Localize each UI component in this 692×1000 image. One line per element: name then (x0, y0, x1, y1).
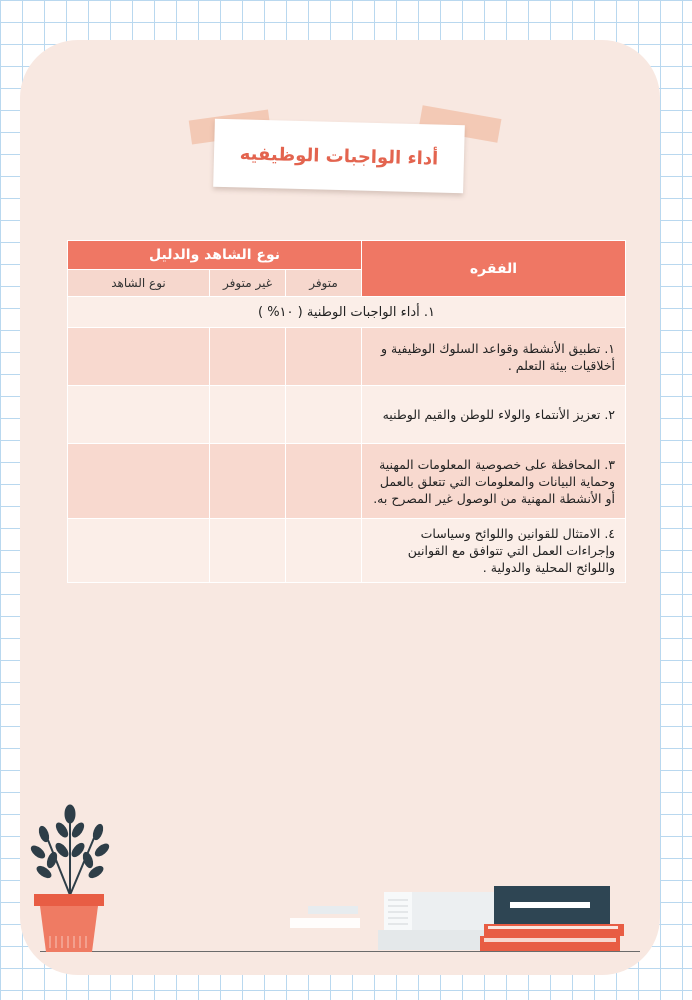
available-cell[interactable] (286, 444, 362, 519)
header-evidence-type: نوع الشاهد (68, 270, 210, 297)
table-row (68, 444, 626, 519)
item-text: ٣. المحافظة على خصوصية المعلومات المهنية وحماية البيانات والمعلومات التي تتعلق بالعمل أو الأنشطة المهنية من الوصول غير المصرح به. (362, 444, 626, 519)
table-row (68, 519, 626, 583)
header-available: متوفر (286, 270, 362, 297)
not-available-cell[interactable] (210, 386, 286, 444)
available-cell[interactable] (286, 386, 362, 444)
item-text: ٤. الامتثال للقوانين واللوائح وسياسات وإجراءات العمل التي تتوافق مع القوانين واللوائح المحلية والدولية . (362, 519, 626, 583)
header-item: الفقره (362, 241, 626, 297)
evidence-type-cell[interactable] (68, 519, 210, 583)
table-row (68, 386, 626, 444)
not-available-cell[interactable] (210, 444, 286, 519)
header-not-available: غير متوفر (210, 270, 286, 297)
section-title: ١. أداء الواجبات الوطنية ( ١٠% ) (68, 297, 626, 328)
item-text: ١. تطبيق الأنشطة وقواعد السلوك الوظيفية و أخلاقيات بيئة التعلم . (362, 328, 626, 386)
book-stack-icon (288, 880, 628, 952)
evaluation-table (67, 240, 626, 583)
table-row (68, 328, 626, 386)
header-evidence-group: نوع الشاهد والدليل (68, 241, 362, 270)
page-title: أداء الواجبات الوظيفيه (239, 142, 439, 170)
evidence-type-cell[interactable] (68, 444, 210, 519)
not-available-cell[interactable] (210, 519, 286, 583)
available-cell[interactable] (286, 328, 362, 386)
title-note (213, 119, 465, 194)
item-text: ٢. تعزيز الأنتماء والولاء للوطن والقيم الوطنيه (362, 386, 626, 444)
not-available-cell[interactable] (210, 328, 286, 386)
available-cell[interactable] (286, 519, 362, 583)
evidence-type-cell[interactable] (68, 328, 210, 386)
evidence-type-cell[interactable] (68, 386, 210, 444)
potted-plant-icon (28, 800, 110, 952)
